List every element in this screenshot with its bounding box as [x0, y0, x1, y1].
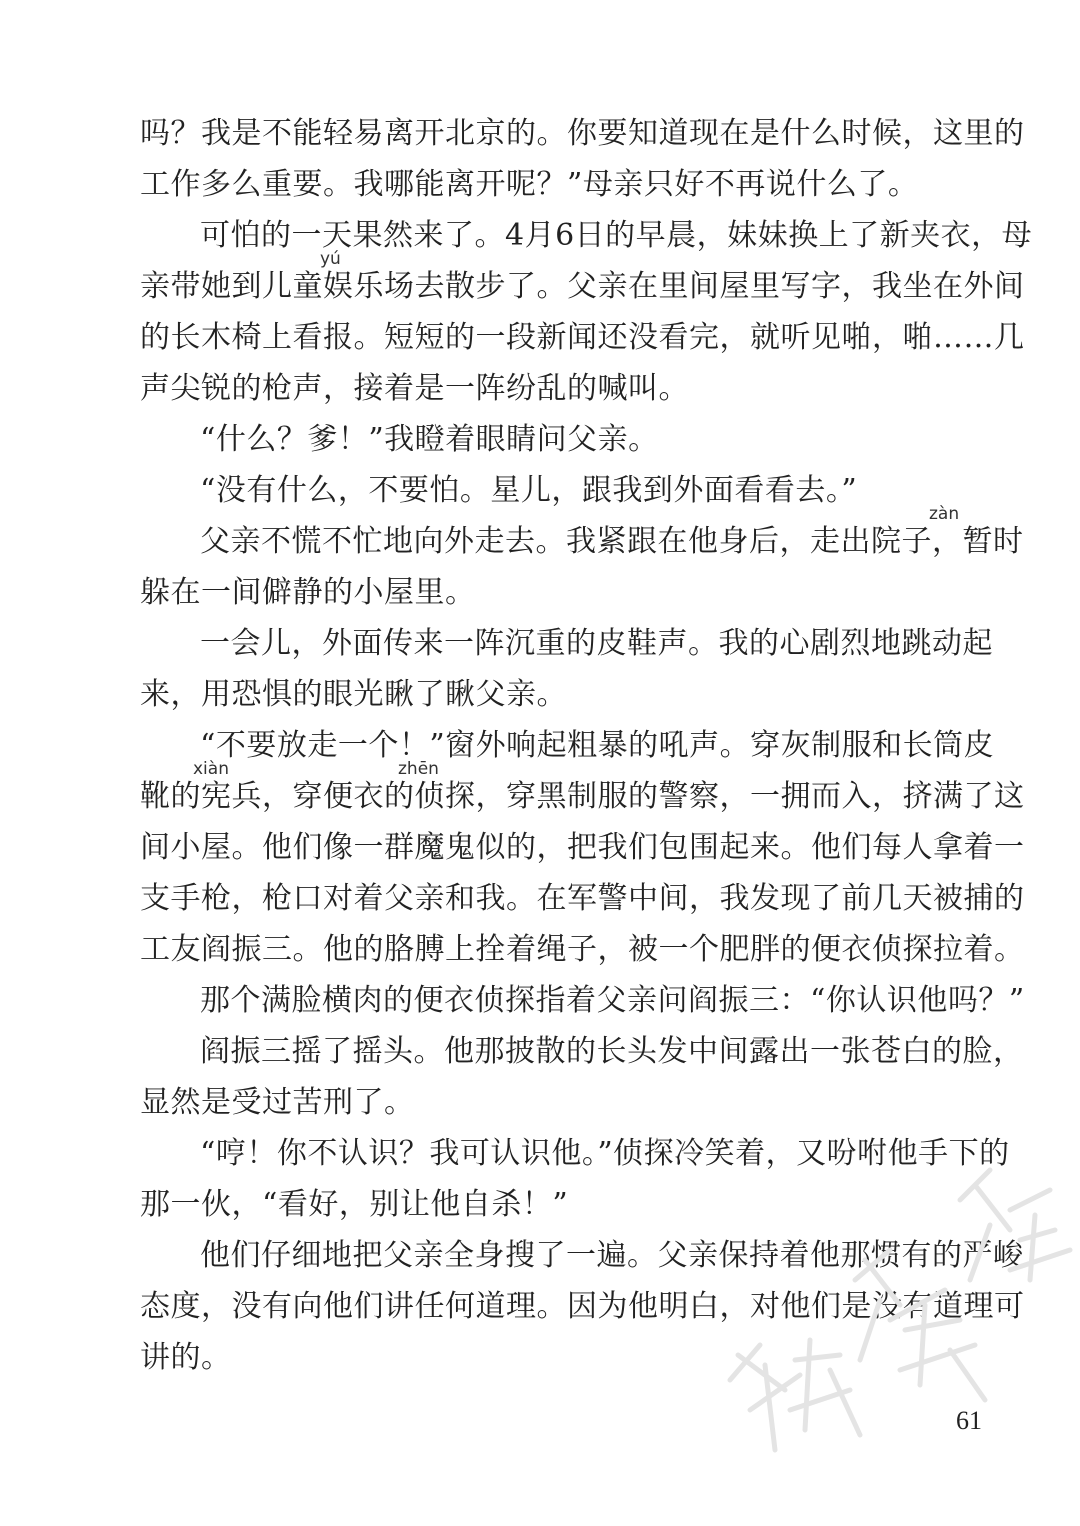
pinyin-annotation: zàn	[929, 504, 960, 524]
text-line: 声尖锐的枪声，接着是一阵纷乱的喊叫。	[140, 371, 689, 406]
paragraph-start: 阎振三摇了摇头。他那披散的长头发中间露出一张苍白的脸，	[200, 1034, 1024, 1069]
text-line: 讲的。	[140, 1340, 232, 1375]
pinyin-annotation: xiàn	[193, 759, 229, 779]
paragraph-start: “什么？爹！”我瞪着眼睛问父亲。	[200, 422, 659, 457]
paragraph-start: 那个满脸横肉的便衣侦探指着父亲问阎振三：“你认识他吗？”	[200, 983, 1025, 1018]
paragraph-start: “没有什么，不要怕。星儿，跟我到外面看看去。”	[200, 473, 858, 508]
paragraph-start: 他们仔细地把父亲全身搜了一遍。父亲保持着他那惯有的严峻	[200, 1238, 1024, 1273]
text-line: 那一伙，“看好，别让他自杀！”	[140, 1187, 569, 1222]
pinyin-annotation: zhēn	[398, 759, 439, 779]
paragraph-start: “哼！你不认识？我可认识他。”侦探冷笑着，又吩咐他手下的	[200, 1136, 1010, 1171]
paragraph-start: 可怕的一天果然来了。4月6日的早晨，妹妹换上了新夹衣，母	[200, 218, 1033, 253]
text-line: 显然是受过苦刑了。	[140, 1085, 415, 1120]
pinyin-annotation: yú	[320, 249, 341, 269]
text-line: 亲带她到儿童娱乐场去散步了。父亲在里间屋里写字，我坐在外间	[140, 269, 1025, 304]
text-line: 躲在一间僻静的小屋里。	[140, 575, 476, 610]
text-line: 来，用恐惧的眼光瞅了瞅父亲。	[140, 677, 567, 712]
page-number: 61	[956, 1406, 982, 1435]
text-line: 支手枪，枪口对着父亲和我。在军警中间，我发现了前几天被捕的	[140, 881, 1025, 916]
paragraph-start: 父亲不慌不忙地向外走去。我紧跟在他身后，走出院子，暂时	[200, 524, 1024, 559]
text-line: 间小屋。他们像一群魔鬼似的，把我们包围起来。他们每人拿着一	[140, 830, 1025, 865]
text-line: 靴的宪兵，穿便衣的侦探，穿黑制服的警察，一拥而入，挤满了这	[140, 779, 1025, 814]
text-line: 态度，没有向他们讲任何道理。因为他明白，对他们是没有道理可	[140, 1289, 1025, 1324]
text-line: 吗？我是不能轻易离开北京的。你要知道现在是什么时候，这里的	[140, 116, 1025, 151]
text-line: 的长木椅上看报。短短的一段新闻还没看完，就听见啪，啪……几	[140, 320, 1025, 355]
paragraph-start: 一会儿，外面传来一阵沉重的皮鞋声。我的心剧烈地跳动起	[200, 626, 993, 661]
text-line: 工作多么重要。我哪能离开呢？”母亲只好不再说什么了。	[140, 167, 919, 202]
paragraph-start: “不要放走一个！”窗外响起粗暴的吼声。穿灰制服和长筒皮	[200, 728, 995, 763]
publisher-watermark	[690, 1130, 1080, 1460]
text-line: 工友阎振三。他的胳膊上拴着绳子，被一个肥胖的便衣侦探拉着。	[140, 932, 1025, 967]
